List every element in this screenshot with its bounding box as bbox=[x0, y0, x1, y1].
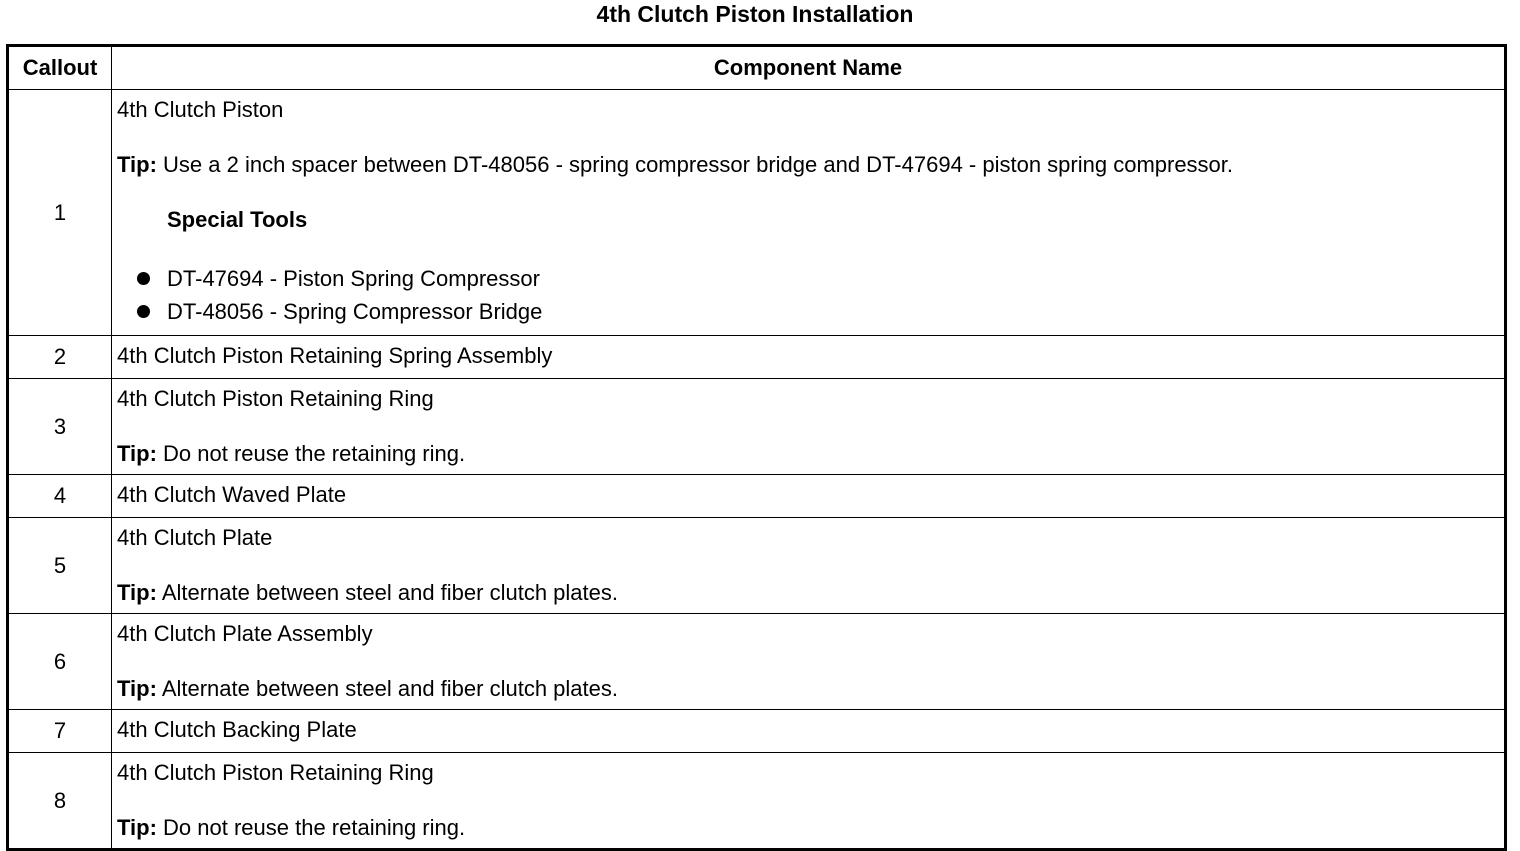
tip-label: Tip: bbox=[117, 815, 157, 840]
callout-number: 1 bbox=[8, 90, 112, 336]
table-row bbox=[8, 614, 1506, 710]
special-tool-item bbox=[117, 295, 1498, 328]
tip-note bbox=[117, 441, 1498, 467]
component-name: 4th Clutch Backing Plate bbox=[117, 717, 357, 742]
tip-label: Tip: bbox=[117, 152, 157, 177]
callout-number: 8 bbox=[8, 753, 112, 850]
component-cell bbox=[112, 90, 1506, 336]
component-name: 4th Clutch Waved Plate bbox=[117, 482, 347, 507]
callout-number: 3 bbox=[8, 379, 112, 475]
table-row bbox=[8, 518, 1506, 614]
column-header-callout: Callout bbox=[8, 46, 112, 90]
bullet-icon bbox=[137, 272, 150, 285]
component-name: 4th Clutch Plate bbox=[117, 525, 273, 550]
tip-label: Tip: bbox=[117, 441, 157, 466]
page-title: 4th Clutch Piston Installation bbox=[596, 1, 914, 27]
tip-note bbox=[117, 580, 1498, 606]
special-tool-label: DT-48056 - Spring Compressor Bridge bbox=[167, 299, 543, 324]
tip-text: Do not reuse the retaining ring. bbox=[156, 815, 466, 840]
callout-number: 7 bbox=[8, 710, 112, 753]
tip-label: Tip: bbox=[117, 676, 157, 701]
special-tools-heading: Special Tools bbox=[167, 207, 308, 232]
component-name: 4th Clutch Piston Retaining Spring Assembly bbox=[117, 343, 553, 368]
component-cell bbox=[112, 336, 1506, 379]
tip-text: Use a 2 inch spacer between DT-48056 - spring compressor bridge and DT-47694 - piston spring compressor. bbox=[156, 152, 1234, 177]
table-row bbox=[8, 379, 1506, 475]
tip-note bbox=[117, 152, 1498, 178]
component-name: 4th Clutch Piston Retaining Ring bbox=[117, 760, 434, 785]
tip-text: Alternate between steel and fiber clutch plates. bbox=[156, 676, 618, 701]
table-row bbox=[8, 710, 1506, 753]
component-name: 4th Clutch Plate Assembly bbox=[117, 621, 373, 646]
callout-number: 6 bbox=[8, 614, 112, 710]
bullet-icon bbox=[137, 305, 150, 318]
callout-number: 2 bbox=[8, 336, 112, 379]
special-tools-list bbox=[117, 262, 1498, 328]
component-cell bbox=[112, 753, 1506, 850]
component-cell bbox=[112, 475, 1506, 518]
table-row bbox=[8, 90, 1506, 336]
tip-text: Alternate between steel and fiber clutch plates. bbox=[156, 580, 618, 605]
table-row bbox=[8, 753, 1506, 850]
component-name: 4th Clutch Piston bbox=[117, 97, 284, 122]
tip-note bbox=[117, 815, 1498, 841]
component-name: 4th Clutch Piston Retaining Ring bbox=[117, 386, 434, 411]
callout-number: 4 bbox=[8, 475, 112, 518]
component-cell bbox=[112, 518, 1506, 614]
tip-text: Do not reuse the retaining ring. bbox=[156, 441, 466, 466]
callout-number: 5 bbox=[8, 518, 112, 614]
component-cell bbox=[112, 710, 1506, 753]
column-header-component-name: Component Name bbox=[112, 46, 1506, 90]
special-tool-label: DT-47694 - Piston Spring Compressor bbox=[167, 266, 540, 291]
table-row bbox=[8, 336, 1506, 379]
component-cell bbox=[112, 614, 1506, 710]
special-tool-item bbox=[117, 262, 1498, 295]
callout-table bbox=[6, 44, 1507, 851]
tip-label: Tip: bbox=[117, 580, 157, 605]
table-header-row bbox=[8, 46, 1506, 90]
tip-note bbox=[117, 676, 1498, 702]
table-row bbox=[8, 475, 1506, 518]
component-cell bbox=[112, 379, 1506, 475]
